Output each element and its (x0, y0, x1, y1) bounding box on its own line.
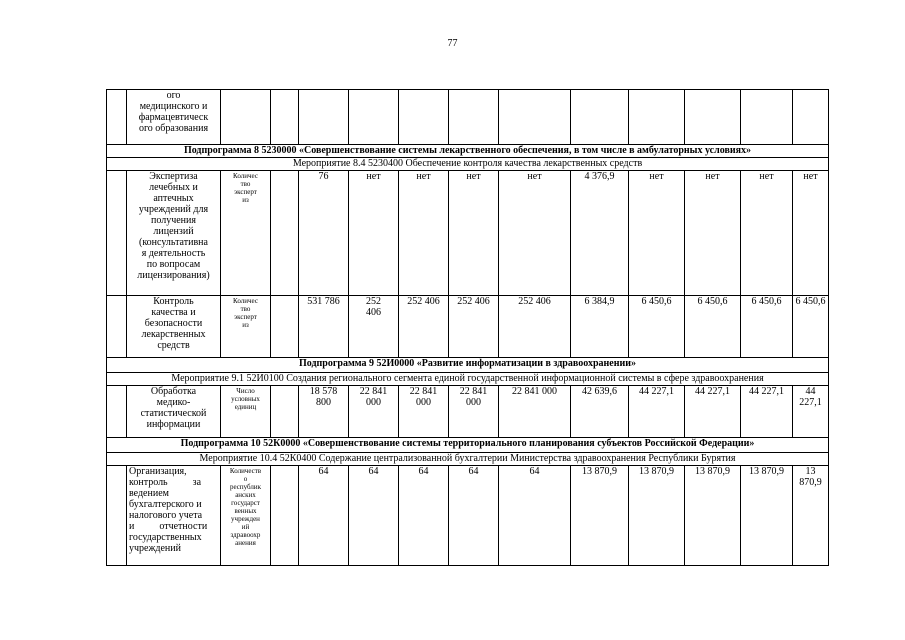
value-cell: 13 870,9 (685, 466, 741, 566)
value-cell: 6 450,6 (741, 296, 793, 358)
subprogram-row (107, 145, 829, 158)
value-cell: 6 450,6 (629, 296, 685, 358)
value-cell: нет (349, 171, 399, 296)
value-cell: 64 (449, 466, 499, 566)
value-cell (271, 296, 299, 358)
value-cell: 13 870,9 (741, 466, 793, 566)
value-cell: 76 (299, 171, 349, 296)
row-name: Обработка медико- статистической информации (127, 386, 221, 438)
value-cell: 44 227,1 (685, 386, 741, 438)
subprogram-row (107, 358, 829, 373)
value-cell: 22 841 000 (399, 386, 449, 438)
value-cell (271, 466, 299, 566)
value-cell (271, 171, 299, 296)
value-cell: 42 639,6 (571, 386, 629, 438)
value-cell: 13 870,9 (629, 466, 685, 566)
value-cell (271, 386, 299, 438)
row-name: ого медицинского и фармацевтическ ого образования (127, 90, 221, 145)
page-number: 77 (447, 38, 458, 49)
value-cell: 252 406 (399, 296, 449, 358)
value-cell: 64 (399, 466, 449, 566)
table-row (107, 296, 829, 358)
value-cell: 22 841 000 (499, 386, 571, 438)
value-cell: 44 227,1 (741, 386, 793, 438)
value-cell: 18 578 800 (299, 386, 349, 438)
value-cell: 4 376,9 (571, 171, 629, 296)
value-cell: 252 406 (349, 296, 399, 358)
activity-row (107, 453, 829, 466)
table-row (107, 171, 829, 296)
value-cell: 13 870,9 (571, 466, 629, 566)
value-cell: 22 841 000 (449, 386, 499, 438)
value-cell: 6 450,6 (685, 296, 741, 358)
row-unit: Количес тво эксперт из (221, 296, 271, 358)
value-cell: 64 (349, 466, 399, 566)
row-unit: Число условных единиц (221, 386, 271, 438)
value-cell: 6 384,9 (571, 296, 629, 358)
value-cell: 6 450,6 (793, 296, 829, 358)
activity-10-4-title: Мероприятие 10.4 52К0400 Содержание централизованной бухгалтерии Министерства здравоохранения Республики Бурятия (107, 453, 829, 466)
row-name: Экспертиза лечебных и аптечных учреждений для получения лицензий (консультативна я деятельность по вопросам лицензирования) (127, 171, 221, 296)
value-cell: 44 227,1 (793, 386, 829, 438)
value-cell: нет (741, 171, 793, 296)
value-cell: нет (499, 171, 571, 296)
row-name: Организация, контроль за ведением бухгалтерского и налогового учета и отчетности государственных учреждений (127, 466, 221, 566)
row-name: Контроль качества и безопасности лекарственных средств (127, 296, 221, 358)
value-cell: нет (793, 171, 829, 296)
value-cell: 22 841 000 (349, 386, 399, 438)
value-cell: 252 406 (499, 296, 571, 358)
subprogram-8-title: Подпрограмма 8 5230000 «Совершенствование системы лекарственного обеспечения, в том числе в амбулаторных условиях» (107, 145, 829, 158)
value-cell: нет (449, 171, 499, 296)
table-row (107, 386, 829, 438)
value-cell: 64 (299, 466, 349, 566)
row-unit: Количес тво эксперт из (221, 171, 271, 296)
activity-9-1-title: Мероприятие 9.1 52И0100 Создания регионального сегмента единой государственной информационной системы в сфере здравоохранения (107, 373, 829, 386)
value-cell: 252 406 (449, 296, 499, 358)
subprogram-10-title: Подпрограмма 10 52К0000 «Совершенствование системы территориального планирования субъектов Российской Федерации» (107, 438, 829, 453)
activity-8-4-title: Мероприятие 8.4 5230400 Обеспечение контроля качества лекарственных средств (107, 158, 829, 171)
program-table (106, 89, 829, 566)
activity-row (107, 373, 829, 386)
row-unit: Количеств о республик анских государст венных учрежден ий здравоохр анения (221, 466, 271, 566)
value-cell: 531 786 (299, 296, 349, 358)
subprogram-row (107, 438, 829, 453)
value-cell: 13 870,9 (793, 466, 829, 566)
subprogram-9-title: Подпрограмма 9 52И0000 «Развитие информатизации в здравоохранении» (107, 358, 829, 373)
activity-row (107, 158, 829, 171)
value-cell: 44 227,1 (629, 386, 685, 438)
table-row (107, 90, 829, 145)
table-row (107, 466, 829, 566)
value-cell: нет (685, 171, 741, 296)
value-cell: нет (629, 171, 685, 296)
value-cell: нет (399, 171, 449, 296)
value-cell: 64 (499, 466, 571, 566)
